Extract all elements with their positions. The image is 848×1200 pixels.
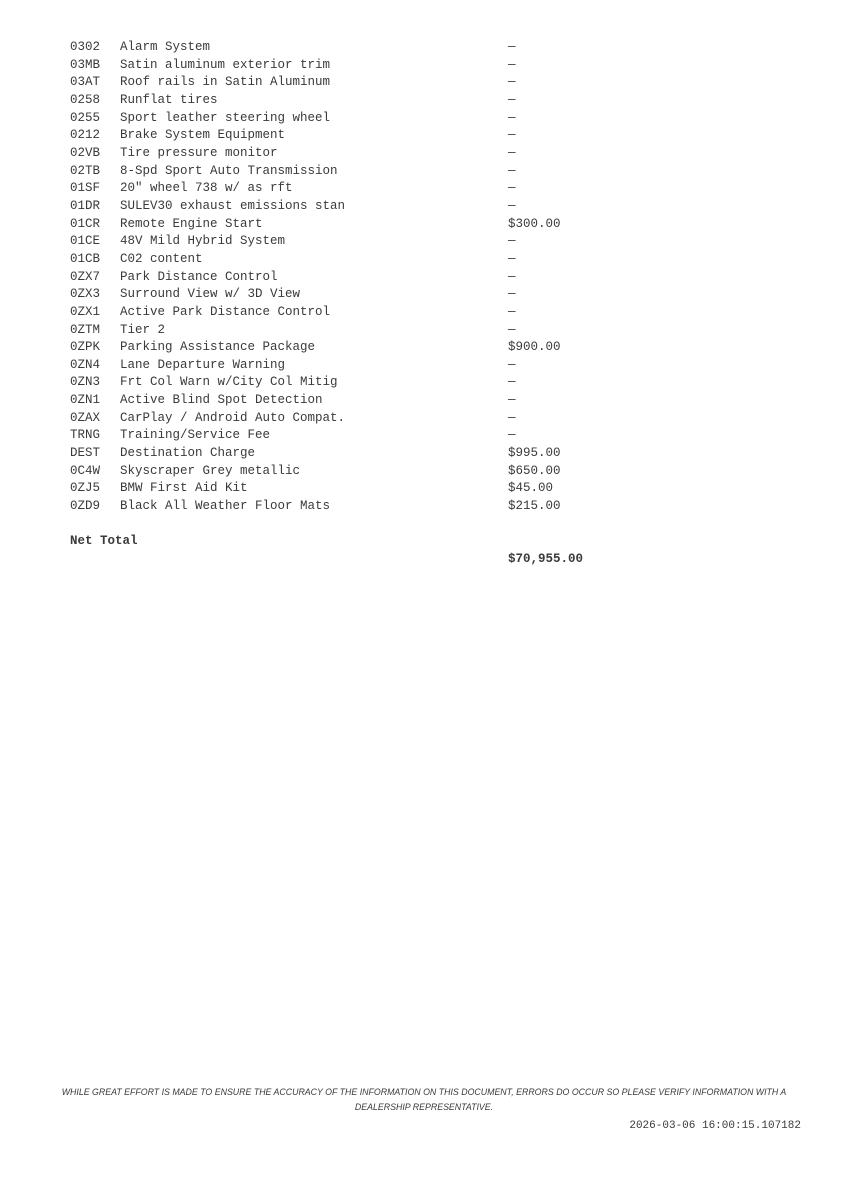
- option-code: 0ZD9: [70, 499, 101, 514]
- option-price: —: [508, 163, 516, 178]
- generated-timestamp: 2026-03-06 16:00:15.107182: [629, 1120, 801, 1132]
- option-row: [70, 463, 800, 481]
- option-price: —: [508, 145, 516, 160]
- option-price: $300.00: [508, 216, 561, 231]
- option-description: Parking Assistance Package: [120, 340, 316, 355]
- option-row: [70, 110, 800, 128]
- option-price: $45.00: [508, 481, 554, 496]
- option-row: [70, 498, 800, 516]
- option-code: 0255: [70, 110, 101, 125]
- option-price: —: [508, 357, 516, 372]
- option-code: 03AT: [70, 75, 101, 90]
- option-description: Park Distance Control: [120, 269, 278, 284]
- options-table: [70, 39, 800, 567]
- option-price: —: [508, 198, 516, 213]
- option-price: —: [508, 234, 516, 249]
- option-description: Brake System Equipment: [120, 128, 286, 143]
- option-code: 0ZPK: [70, 340, 101, 355]
- option-description: 48V Mild Hybrid System: [120, 234, 286, 249]
- option-price: —: [508, 251, 516, 266]
- option-price: —: [508, 128, 516, 143]
- option-code: 02VB: [70, 145, 101, 160]
- option-price: —: [508, 181, 516, 196]
- option-code: 01CB: [70, 251, 101, 266]
- option-description: BMW First Aid Kit: [120, 481, 248, 496]
- option-price: $650.00: [508, 463, 561, 478]
- option-row: [70, 304, 800, 322]
- net-total-amount: $70,955.00: [508, 552, 584, 567]
- option-row: [70, 445, 800, 463]
- option-description: Destination Charge: [120, 446, 256, 461]
- option-code: 0ZX7: [70, 269, 101, 284]
- option-description: Training/Service Fee: [120, 428, 271, 443]
- option-description: Sport leather steering wheel: [120, 110, 331, 125]
- option-row: [70, 92, 800, 110]
- option-description: Skyscraper Grey metallic: [120, 463, 301, 478]
- option-row: [70, 357, 800, 375]
- option-description: Frt Col Warn w/City Col Mitig: [120, 375, 338, 390]
- option-code: 0ZTM: [70, 322, 101, 337]
- option-code: TRNG: [70, 428, 101, 443]
- option-description: Roof rails in Satin Aluminum: [120, 75, 331, 90]
- option-row: [70, 233, 800, 251]
- option-price: —: [508, 410, 516, 425]
- option-description: Active Blind Spot Detection: [120, 393, 323, 408]
- option-code: 0212: [70, 128, 101, 143]
- option-row: [70, 127, 800, 145]
- option-row: [70, 392, 800, 410]
- option-description: Tire pressure monitor: [120, 145, 278, 160]
- option-code: 01SF: [70, 181, 101, 196]
- option-description: Remote Engine Start: [120, 216, 263, 231]
- option-code: 0ZAX: [70, 410, 101, 425]
- option-row: [70, 198, 800, 216]
- disclaimer-line-1: WHILE GREAT EFFORT IS MADE TO ENSURE THE ACCURACY OF THE INFORMATION ON THIS DOCUMENT, ERRORS DO OCCUR SO PLEASE VERIFY INFORMATION WITH A: [61, 1087, 787, 1097]
- net-total-label: Net Total: [70, 534, 138, 549]
- option-description: Active Park Distance Control: [120, 304, 331, 319]
- option-code: 02TB: [70, 163, 101, 178]
- option-code: 0302: [70, 40, 101, 54]
- option-row: [70, 339, 800, 357]
- option-row: [70, 322, 800, 340]
- option-row: [70, 39, 800, 57]
- option-price: $995.00: [508, 446, 561, 461]
- option-code: 0ZN1: [70, 393, 101, 408]
- option-code: 01DR: [70, 198, 101, 213]
- option-code: 0ZN4: [70, 357, 101, 372]
- option-row: [70, 163, 800, 181]
- option-description: 20" wheel 738 w/ as rft: [120, 181, 293, 196]
- option-description: CarPlay / Android Auto Compat.: [120, 410, 346, 425]
- option-description: Tier 2: [120, 322, 166, 337]
- option-row: [70, 286, 800, 304]
- option-code: 0C4W: [70, 463, 101, 478]
- option-code: 03MB: [70, 57, 101, 72]
- option-row: [70, 410, 800, 428]
- option-description: C02 content: [120, 251, 203, 266]
- option-price: —: [508, 322, 516, 337]
- option-row: [70, 269, 800, 287]
- option-price: —: [508, 75, 516, 90]
- option-row: [70, 57, 800, 75]
- option-price: —: [508, 304, 516, 319]
- option-code: 01CE: [70, 234, 101, 249]
- option-row: [70, 74, 800, 92]
- option-description: Runflat tires: [120, 92, 218, 107]
- option-code: 0ZX3: [70, 287, 101, 302]
- option-row: [70, 480, 800, 498]
- option-price: —: [508, 287, 516, 302]
- option-row: [70, 145, 800, 163]
- option-description: Satin aluminum exterior trim: [120, 57, 331, 72]
- option-description: Surround View w/ 3D View: [120, 287, 301, 302]
- option-row: [70, 374, 800, 392]
- option-row: [70, 251, 800, 269]
- option-price: —: [508, 110, 516, 125]
- option-price: $215.00: [508, 499, 561, 514]
- disclaimer: [0, 1085, 848, 1115]
- option-description: 8-Spd Sport Auto Transmission: [120, 163, 338, 178]
- option-code: 0ZX1: [70, 304, 101, 319]
- net-total-row: [70, 516, 800, 567]
- option-description: Alarm System: [120, 40, 211, 54]
- option-rows: [70, 39, 800, 516]
- option-price: —: [508, 375, 516, 390]
- option-code: 0ZJ5: [70, 481, 101, 496]
- disclaimer-line-2: DEALERSHIP REPRESENTATIVE.: [354, 1101, 494, 1112]
- option-code: DEST: [70, 446, 101, 461]
- option-price: —: [508, 428, 516, 443]
- option-description: SULEV30 exhaust emissions stan: [120, 198, 346, 213]
- option-row: [70, 180, 800, 198]
- option-description: Black All Weather Floor Mats: [120, 499, 331, 514]
- option-code: 0ZN3: [70, 375, 101, 390]
- option-price: —: [508, 269, 516, 284]
- option-description: Lane Departure Warning: [120, 357, 286, 372]
- option-code: 01CR: [70, 216, 101, 231]
- option-price: $900.00: [508, 340, 561, 355]
- option-row: [70, 427, 800, 445]
- option-price: —: [508, 393, 516, 408]
- option-price: —: [508, 92, 516, 107]
- option-price: —: [508, 57, 516, 72]
- option-row: [70, 216, 800, 234]
- option-code: 0258: [70, 92, 101, 107]
- option-price: —: [508, 40, 516, 54]
